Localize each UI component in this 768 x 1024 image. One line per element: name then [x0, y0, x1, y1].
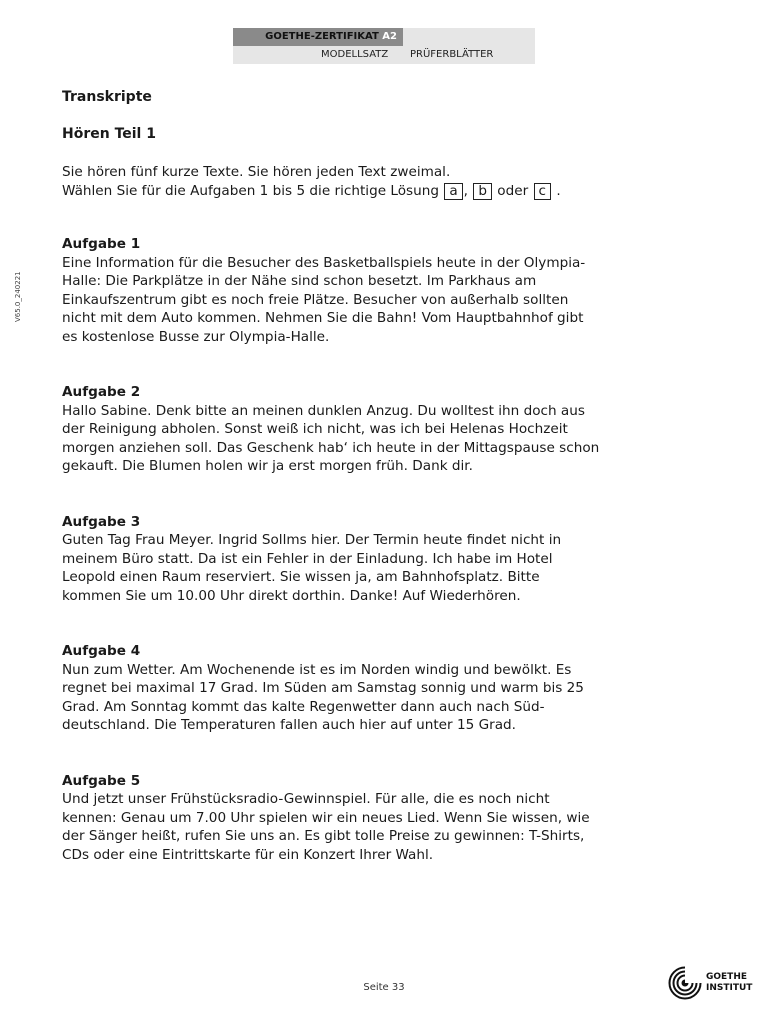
task-text-line: CDs oder eine Eintrittskarte für ein Konzert Ihrer Wahl. [62, 846, 434, 863]
goethe-institut-logo [668, 966, 758, 1000]
task-title: Aufgabe 2 [62, 384, 141, 400]
certificate-name: GOETHE-ZERTIFIKAT [265, 31, 379, 42]
task-title: Aufgabe 4 [62, 643, 141, 659]
task-list [62, 235, 602, 864]
task-text-line: Halle: Die Parkplätze in der Nähe sind schon besetzt. Im Parkhaus am [62, 273, 537, 289]
task-block [62, 772, 602, 865]
section-title: Hören Teil 1 [62, 125, 156, 142]
task-text-line: Und jetzt unser Frühstücksradio-Gewinnspiel. Für alle, die es noch nicht [62, 791, 550, 807]
task-block [62, 642, 602, 735]
task-text-line: deutschland. Die Temperaturen fallen auch hier auf unter 15 Grad. [62, 717, 516, 733]
task-text-line: Leopold einen Raum reserviert. Sie wissen ja, am Bahnhofsplatz. Bitte [62, 569, 540, 585]
logo-line-2: INSTITUT [706, 983, 753, 993]
task-text-line: nicht mit dem Auto kommen. Nehmen Sie die Bahn! Vom Hauptbahnhof gibt [62, 310, 584, 326]
prueferblaetter-label: PRÜFERBLÄTTER [410, 49, 494, 60]
oder-text: oder [497, 182, 529, 199]
task-text-line: der Reinigung abholen. Sonst weiß ich nicht, was ich bei Helenas Hochzeit [62, 421, 568, 437]
header-bottom-bar [233, 46, 535, 64]
task-text-line: meinem Büro statt. Da ist ein Fehler in der Einladung. Ich habe im Hotel [62, 550, 553, 567]
logo-text [706, 972, 752, 994]
page-title: Transkripte [62, 89, 152, 105]
period: . [556, 182, 561, 199]
task-text-line: Eine Information für die Besucher des Basketballspiels heute in der Olympia- [62, 254, 586, 271]
modellsatz-label: MODELLSATZ [321, 49, 389, 60]
option-c-box: c [534, 183, 551, 200]
task-text-line: der Sänger heißt, rufen Sie uns an. Es gibt tolle Preise zu gewinnen: T-Shirts, [62, 828, 585, 844]
certificate-level: A2 [382, 31, 397, 42]
logo-line-1: GOETHE [706, 972, 748, 982]
option-a-box: a [444, 183, 462, 200]
separator: , [463, 182, 468, 199]
page-number: Seite 33 [363, 982, 405, 993]
task-text-line: regnet bei maximal 17 Grad. Im Süden am Samstag sonnig und warm bis 25 [62, 680, 584, 696]
task-text-line: Grad. Am Sonntag kommt das kalte Regenwetter dann auch nach Süd- [62, 698, 545, 715]
task-text-line: kommen Sie um 10.00 Uhr direkt dorthin. Danke! Auf Wiederhören. [62, 587, 521, 604]
task-block [62, 513, 602, 606]
instruction-line-2 [62, 182, 602, 201]
certificate-label [233, 28, 403, 46]
task-title: Aufgabe 5 [62, 772, 141, 789]
instruction-text: Wählen Sie für die Aufgaben 1 bis 5 die richtige Lösung [62, 182, 439, 199]
task-text-line: es kostenlose Busse zur Olympia-Halle. [62, 328, 330, 345]
document-header [233, 28, 535, 64]
task-text-line: kennen: Genau um 7.00 Uhr spielen wir ein neues Lied. Wenn Sie wissen, wie [62, 809, 590, 826]
version-code: V65.0_240221 [14, 271, 22, 322]
task-text-line: Einkaufszentrum gibt es noch freie Plätze. Besucher von außerhalb sollten [62, 291, 569, 308]
task-title: Aufgabe 3 [62, 513, 141, 530]
instruction-line-1: Sie hören fünf kurze Texte. Sie hören jeden Text zweimal. [62, 164, 451, 180]
goethe-logo-icon [668, 966, 702, 1000]
task-text-line: Hallo Sabine. Denk bitte an meinen dunklen Anzug. Du wolltest ihn doch aus [62, 402, 585, 419]
instructions [62, 163, 602, 200]
transcript-content [62, 88, 602, 864]
task-title: Aufgabe 1 [62, 236, 141, 252]
task-text-line: Guten Tag Frau Meyer. Ingrid Sollms hier. Der Termin heute findet nicht in [62, 532, 562, 548]
task-block [62, 235, 602, 346]
task-text-line: Nun zum Wetter. Am Wochenende ist es im Norden windig und bewölkt. Es [62, 661, 572, 678]
option-b-box: b [473, 183, 492, 200]
task-text-line: gekauft. Die Blumen holen wir ja erst morgen früh. Dank dir. [62, 458, 473, 474]
task-block [62, 383, 602, 476]
task-text-line: morgen anziehen soll. Das Geschenk hab‘ ich heute in der Mittagspause schon [62, 439, 600, 456]
